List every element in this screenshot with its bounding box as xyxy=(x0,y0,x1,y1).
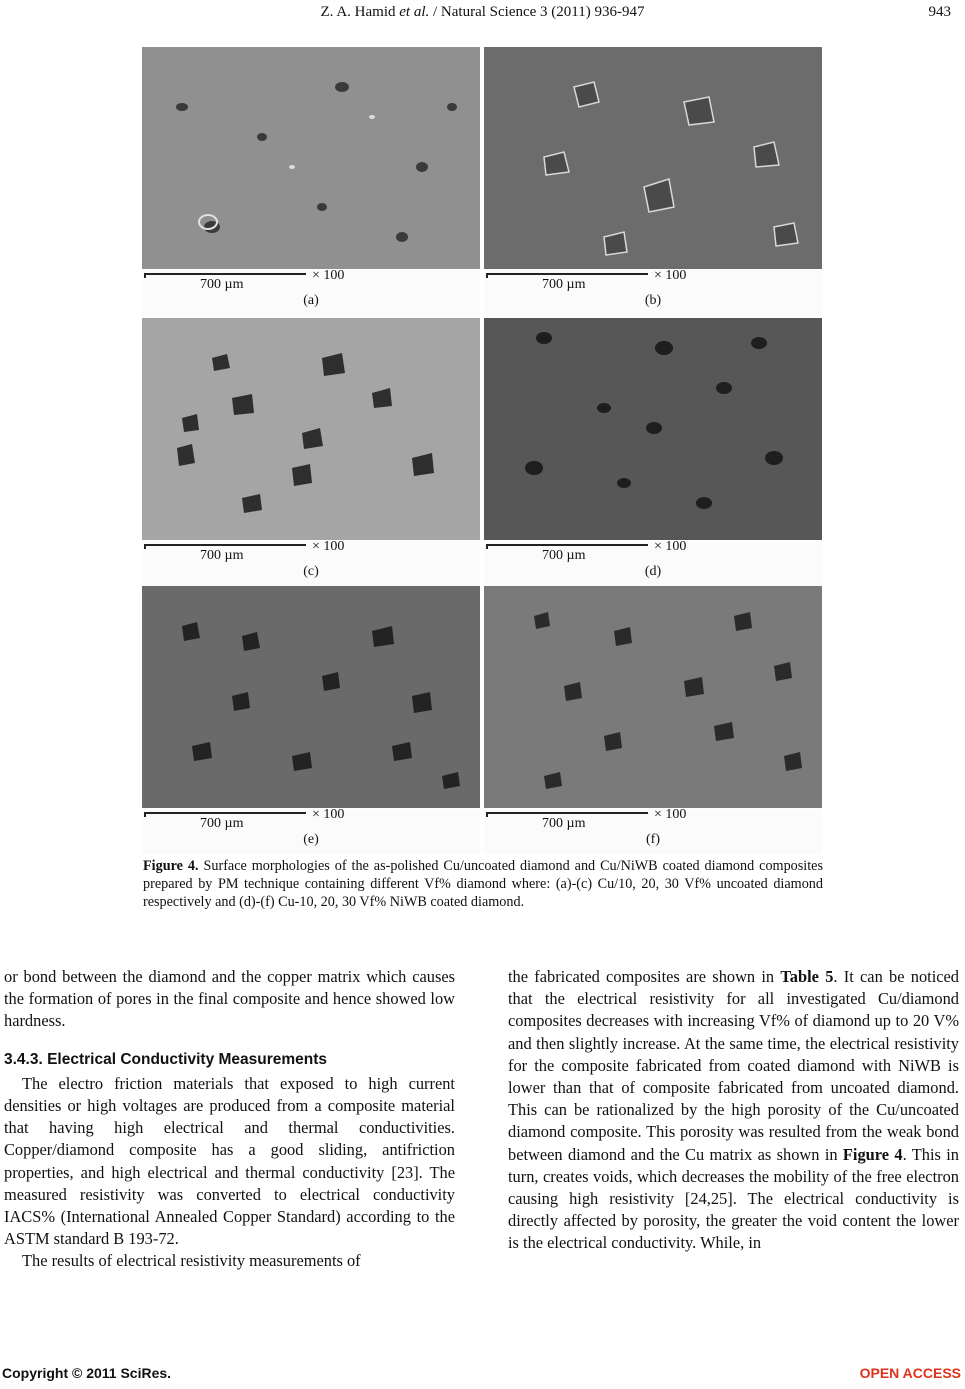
panel-label: (c) xyxy=(303,564,319,579)
scale-bar xyxy=(142,809,480,854)
body-paragraph: The electro friction materials that exposed to high current densities or high voltages are produced from a composite material that having high electrical and thermal conductivities. Copper/diamond composite has a good sliding, antifriction properties, and high electrical and thermal conductivity [23]. The measured resistivity was converted to electrical conductivity IACS% (International Annealed Copper Standard) according to the ASTM standard B 193-72. xyxy=(4,1073,455,1249)
figure-panel-b xyxy=(484,47,822,315)
magnification-label: × 100 xyxy=(654,539,687,554)
sem-micrograph-f xyxy=(484,586,822,808)
magnification-label: × 100 xyxy=(312,268,345,283)
figure-caption xyxy=(143,857,823,911)
panel-label: (e) xyxy=(303,832,319,847)
open-access-label: OPEN ACCESS xyxy=(859,1365,961,1381)
panel-label: (d) xyxy=(644,564,662,579)
sem-micrograph-c xyxy=(142,318,480,540)
scale-bar xyxy=(142,541,480,586)
left-column xyxy=(4,966,455,1273)
scale-label: 700 µm xyxy=(200,816,244,831)
magnification-label: × 100 xyxy=(654,807,687,822)
scale-bar xyxy=(484,270,822,315)
sem-micrograph-b xyxy=(484,47,822,269)
panel-label: (a) xyxy=(303,293,319,308)
body-paragraph: The results of electrical resistivity measurements of xyxy=(22,1251,361,1271)
section-heading: 3.4.3. Electrical Conductivity Measurements xyxy=(4,1050,328,1068)
scale-bar xyxy=(484,809,822,854)
scale-bar xyxy=(484,541,822,586)
figure-panel-e xyxy=(142,586,480,854)
magnification-label: × 100 xyxy=(312,539,345,554)
right-column xyxy=(508,966,959,1255)
scale-label: 700 µm xyxy=(200,548,244,563)
sem-micrograph-d xyxy=(484,318,822,540)
scale-label: 700 µm xyxy=(542,548,586,563)
body-paragraph: or bond between the diamond and the copper matrix which causes the formation of pores in the final composite and hence showed low hardness. xyxy=(4,967,455,1031)
figure-reference: Figure 4 xyxy=(842,1144,903,1164)
copyright-notice: Copyright © 2011 SciRes. xyxy=(2,1365,172,1381)
caption-text: Surface morphologies of the as-polished Cu/uncoated diamond and Cu/NiWB coated diamond composites prepared by PM technique containing different Vf% diamond where: (a)-(c) Cu/10, 20, 30 Vf% uncoated diamond respectively and (d)-(f) Cu-10, 20, 30 Vf% NiWB coated diamond. xyxy=(143,858,823,910)
body-paragraph: the fabricated composites are shown in Table 5. It can be noticed that the electrical resistivity for all investigated Cu/diamond composites decreases with increasing Vf% of diamond up to 20 V% and then slightly increase. At the same time, the electrical resistivity for the composite fabricated from coated diamond with NiWB is lower than that of composite fabricated from uncoated diamond. This can be rationalized by the high porosity of the Cu/uncoated diamond composite. This porosity was resulted from the weak bond between diamond and the Cu matrix as shown in Figure 4. This in turn, creates voids, which decreases the mobility of the free electron causing high resistivity [24,25]. The electrical conductivity is directly affected by porosity, the greater the void content the lower is the electrical conductivity. While, in xyxy=(508,967,959,1253)
caption-label: Figure 4. xyxy=(143,858,199,874)
sem-micrograph-a xyxy=(142,47,480,269)
running-header xyxy=(0,4,965,26)
figure-panel-d xyxy=(484,318,822,586)
magnification-label: × 100 xyxy=(312,807,345,822)
figure-panel-a xyxy=(142,47,480,315)
scale-label: 700 µm xyxy=(542,816,586,831)
scale-bar xyxy=(142,270,480,315)
sem-micrograph-e xyxy=(142,586,480,808)
figure-panel-c xyxy=(142,318,480,586)
scale-label: 700 µm xyxy=(542,277,586,292)
journal-title: Z. A. Hamid et al. / Natural Science 3 (2011) 936-947 xyxy=(320,4,645,20)
panel-label: (b) xyxy=(644,293,662,308)
page-number: 943 xyxy=(928,4,951,20)
scale-label: 700 µm xyxy=(200,277,244,292)
figure-panel-f xyxy=(484,586,822,854)
magnification-label: × 100 xyxy=(654,268,687,283)
table-reference: Table 5 xyxy=(780,967,834,986)
panel-label: (f) xyxy=(646,832,660,847)
